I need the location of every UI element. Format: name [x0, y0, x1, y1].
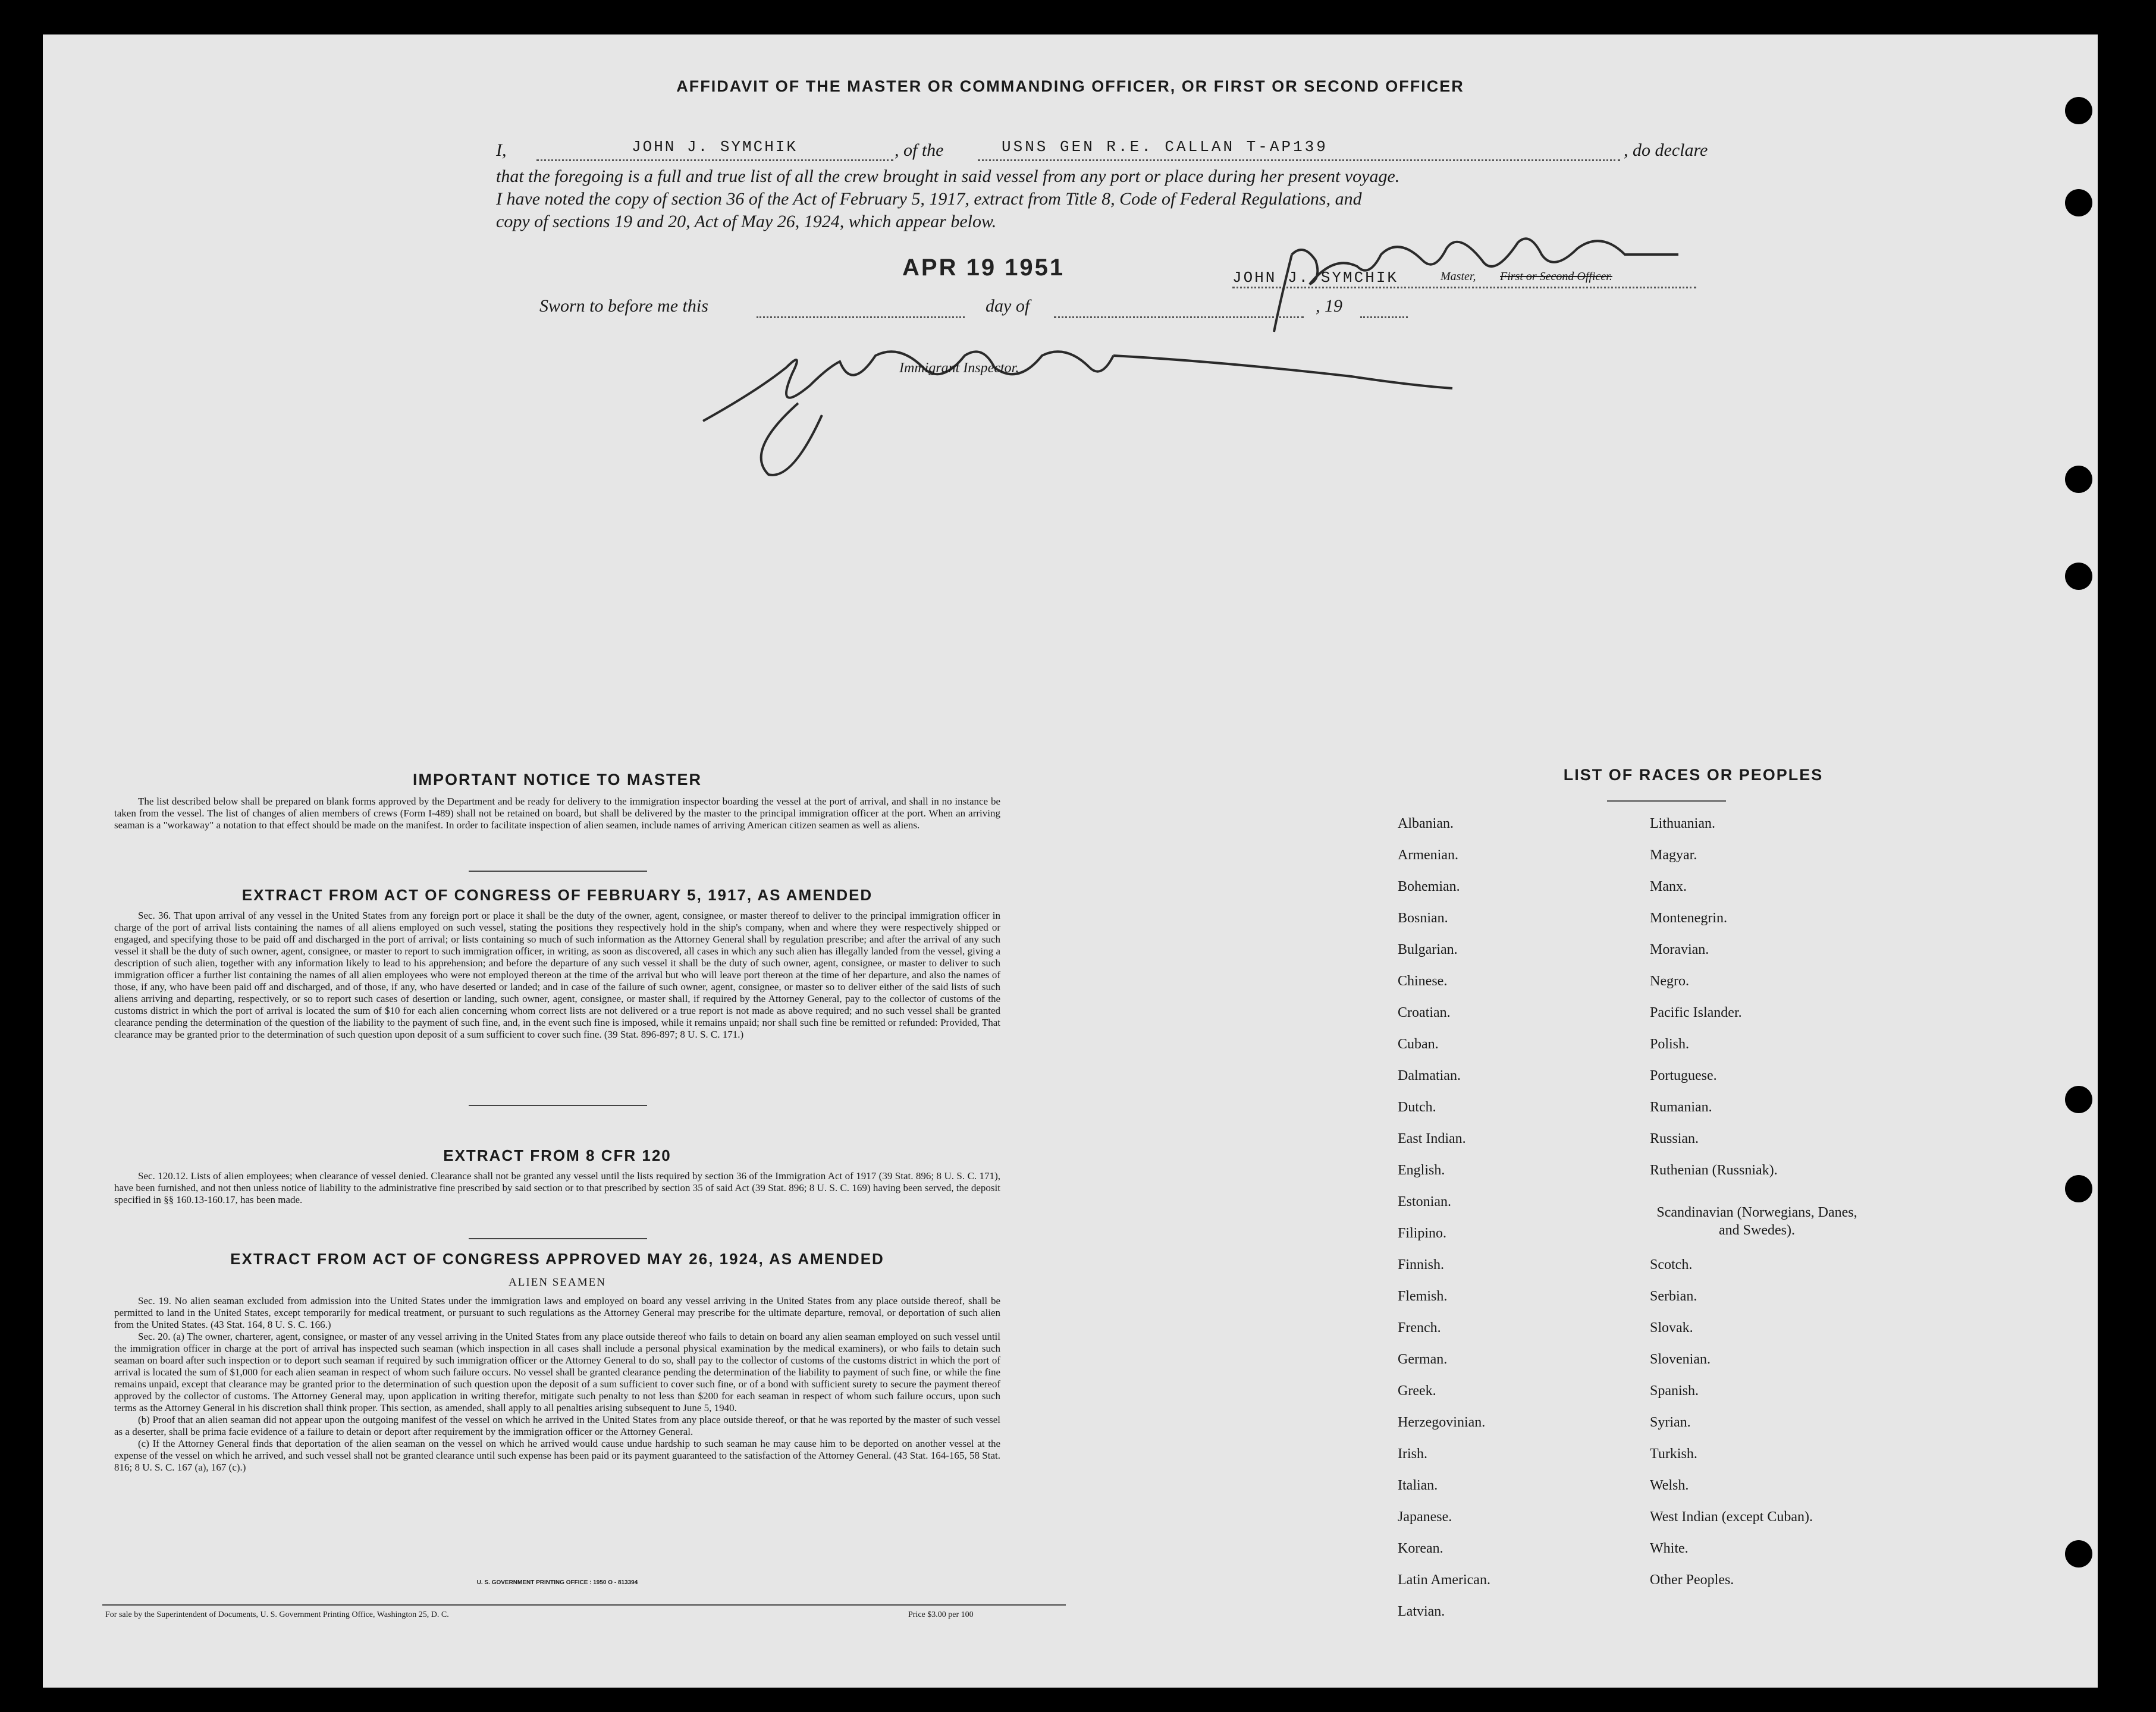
race-item: Filipino. — [1398, 1226, 1447, 1241]
race-item: Slovak. — [1650, 1320, 1693, 1336]
price-notice: Price $3.00 per 100 — [908, 1610, 974, 1619]
race-item: Chinese. — [1398, 973, 1448, 989]
officer-struck-label: First or Second Officer. — [1500, 270, 1612, 283]
race-item: East Indian. — [1398, 1131, 1466, 1146]
race-item: Manx. — [1650, 879, 1687, 894]
race-item: Ruthenian (Russniak). — [1650, 1163, 1778, 1178]
inspector-label: Immigrant Inspector. — [899, 360, 1019, 376]
race-item: Bosnian. — [1398, 910, 1448, 926]
extract-1917-body — [114, 910, 1000, 1041]
race-item: Magyar. — [1650, 847, 1697, 863]
race-item: Latin American. — [1398, 1572, 1490, 1588]
vessel-field — [978, 139, 1620, 161]
punch-hole — [2065, 97, 2092, 124]
race-item: Slovenian. — [1650, 1352, 1711, 1367]
extract-1924-title: EXTRACT FROM ACT OF CONGRESS APPROVED MAY 26, 1924, AS AMENDED — [230, 1250, 884, 1268]
punch-hole — [2065, 563, 2092, 590]
race-item: Scotch. — [1650, 1257, 1693, 1273]
divider — [469, 1105, 647, 1106]
day-of-label: day of — [986, 296, 1030, 316]
gpo-line: U. S. GOVERNMENT PRINTING OFFICE : 1950 O - 813394 — [476, 1579, 638, 1586]
sec-20c-text: (c) If the Attorney General finds that deportation of the alien seaman on the vessel on which he arrived would cause undue hardship to such seaman he may cause him to be deported on another vessel at the expense of the vessel on which he arrived, and such vessel shall not be granted clearance until such expense has been paid or its payment guaranteed to the satisfaction of the Attorney General. (43 Stat. 164-165, 58 Stat. 816; 8 U. S. C. 167 (a), 167 (c).) — [114, 1438, 1000, 1473]
race-item: Armenian. — [1398, 847, 1458, 863]
of-the-label: , of the — [895, 140, 944, 160]
punch-hole — [2065, 466, 2092, 493]
sworn-label: Sworn to before me this — [539, 296, 708, 316]
race-item: Rumanian. — [1650, 1100, 1712, 1115]
race-item: French. — [1398, 1320, 1441, 1336]
affidavit-line-4: copy of sections 19 and 20, Act of May 26, 1924, which appear below. — [496, 212, 997, 231]
race-item: Bohemian. — [1398, 879, 1460, 894]
extract-cfr-title: EXTRACT FROM 8 CFR 120 — [443, 1146, 671, 1164]
race-item: Japanese. — [1398, 1509, 1452, 1525]
extract-1924-body — [114, 1295, 1000, 1474]
notice-text: The list described below shall be prepared on blank forms approved by the Department and be ready for delivery to the immigration inspector boarding the vessel at the port of arrival, and shall in no instance be taken from the vessel. The list of changes of alien members of crews (Form I-489) shall not be retained on board, but shall be delivered by the master to the principal immigration officer at the port. When an arriving seaman is a "workaway" a notation to that effect should be made on the manifest. In order to facilitate inspection of alien seamen, include names of arriving American citizen seamen as well as aliens. — [114, 796, 1000, 831]
race-item: Cuban. — [1398, 1036, 1439, 1052]
race-item: Turkish. — [1650, 1446, 1697, 1462]
extract-1917-title: EXTRACT FROM ACT OF CONGRESS OF FEBRUARY 5, 1917, AS AMENDED — [241, 886, 873, 904]
notice-title: IMPORTANT NOTICE TO MASTER — [413, 771, 702, 789]
race-item: Lithuanian. — [1650, 816, 1715, 831]
vessel-name: USNS GEN R.E. CALLAN T-AP139 — [1002, 138, 1328, 156]
punch-hole — [2065, 1175, 2092, 1202]
race-item: Dutch. — [1398, 1100, 1436, 1115]
race-item: Estonian. — [1398, 1194, 1451, 1210]
race-item: Irish. — [1398, 1446, 1427, 1462]
race-item: Albanian. — [1398, 816, 1454, 831]
notice-body — [114, 796, 1000, 831]
race-item: Other Peoples. — [1650, 1572, 1734, 1588]
race-item: German. — [1398, 1352, 1448, 1367]
race-item: Dalmatian. — [1398, 1068, 1461, 1083]
race-item: West Indian (except Cuban). — [1650, 1509, 1813, 1525]
race-item: Korean. — [1398, 1541, 1443, 1556]
races-title: LIST OF RACES OR PEOPLES — [1563, 766, 1824, 784]
typed-signer: JOHN J. SYMCHIK — [1232, 269, 1399, 287]
race-item: Scandinavian (Norwegians, Danes, and Swedes). — [1656, 1205, 1857, 1238]
document-page — [43, 34, 2098, 1688]
master-label: Master, — [1441, 270, 1476, 283]
race-item: Negro. — [1650, 973, 1689, 989]
race-item: Moravian. — [1650, 942, 1709, 957]
sale-notice: For sale by the Superintendent of Documents, U. S. Government Printing Office, Washington 25, D. C. — [105, 1610, 449, 1619]
master-name-field — [536, 139, 893, 161]
extract-cfr-body — [114, 1170, 1000, 1206]
inspector-signature — [685, 320, 1476, 486]
race-item: Spanish. — [1650, 1383, 1699, 1399]
extract-1924-subtitle: ALIEN SEAMEN — [509, 1276, 606, 1289]
affidavit-line-3: I have noted the copy of section 36 of the Act of February 5, 1917, extract from Title 8, Code of Federal Regulations, and — [496, 189, 1362, 209]
race-item: Syrian. — [1650, 1415, 1691, 1430]
race-item: Portuguese. — [1650, 1068, 1717, 1083]
extract-cfr-text: Sec. 120.12. Lists of alien employees; when clearance of vessel denied. Clearance shall not be granted any vessel until the lists required by section 36 of the Immigration Act of 1917 (39 Stat. 896; 8 U. S. C. 171), have been furnished, and not then unless notice of liability to the administrative fine prescribed by said section or to that prescribed by section 35 of said Act (39 Stat. 896; 8 U. S. C. 169) having been served, the deposit specified in §§ 160.13-160.17, has been made. — [114, 1170, 1000, 1205]
extract-1917-text: Sec. 36. That upon arrival of any vessel in the United States from any foreign port or place it shall be the duty of the owner, agent, consignee, or master thereof to deliver to the principal immigration officer in charge of the port of arrival lists containing the names of all aliens employed on such vessel, stating the positions they respectively hold in the ship's company, when and where they were respectively shipped or engaged, and specifying those to be paid off and discharged in the port of arrival; or lists containing so much of such information as the Attorney General shall by regulation prescribe; and after the arrival of any such vessel it shall be the duty of such owner, agent, consignee, or master to report to such immigration officer, in writing, as soon as discovered, all cases in which any such alien has illegally landed from the vessel, giving a description of such alien, together with any information likely to lead to his apprehension; and before the departure of any such vessel it shall be the duty of such owner, agent, consignee, or master to deliver to such immigration officer a further list containing the names of all alien employees who were not employed thereon at the time of the arrival but who will leave port thereon at the time of her departure, and also the names of those, if any, who have been paid off and discharged, and of those, if any, who have deserted or landed; and in case of the failure of such owner, agent, consignee, or master so to deliver either of the said lists of such aliens arriving and departing, respectively, or so to report such cases of desertion or landing, such owner, agent, consignee, or master shall, if required by the Attorney General, pay to the collector of customs of the customs district in which the port of arrival is located the sum of $10 for each alien concerning whom correct lists are not delivered or a true report is not made as above required; and no such vessel shall be granted clearance pending the determination of the question of the liability to the payment of such fine, and, in the event such fine is imposed, while it remains unpaid; nor shall such fine be remitted or refunded: Provided, That clearance may be granted prior to the determination of such question upon deposit of a sum sufficient to cover such fine. (39 Stat. 896-897; 8 U. S. C. 171.) — [114, 910, 1000, 1040]
sworn-month-field — [1054, 299, 1304, 318]
footer-rule — [102, 1604, 1066, 1606]
race-item: Polish. — [1650, 1036, 1690, 1052]
race-item: White. — [1650, 1541, 1689, 1556]
race-item: Finnish. — [1398, 1257, 1445, 1273]
races-title-rule — [1607, 800, 1726, 802]
sec-20b-text: (b) Proof that an alien seaman did not appear upon the outgoing manifest of the vessel on which he arrived in the United States from any place outside thereof, or that he was reported by the master of such vessel as a deserter, shall be prima facie evidence of a failure to detain or deport after requirement by the immigration officer or the Attorney General. — [114, 1414, 1000, 1437]
race-item: Latvian. — [1398, 1604, 1445, 1619]
race-item: Pacific Islander. — [1650, 1005, 1742, 1020]
race-item: Croatian. — [1398, 1005, 1451, 1020]
race-item: Serbian. — [1650, 1289, 1697, 1304]
sec-20a-text: Sec. 20. (a) The owner, charterer, agent, consignee, or master of any vessel arriving in the United States from any place outside thereof who fails to detain on board any alien seaman employed on such vessel until the immigration officer in charge at the port of arrival has inspected such seaman (which inspection in all cases shall include a personal physical examination by the medical examiners), or who fails to detain such seaman on board after such inspection or to deport such seaman if required by such immigration officer or the Attorney General to do so, shall pay to the collector of customs of the customs district in which the port of arrival is located the sum of $1,000 for each alien seaman in respect of whom such failure occurs. No vessel shall be granted clearance pending the determination of the liability to payment of such fine, or while the fine remains unpaid, except that clearance may be granted prior to the determination of such question upon the deposit of a sum sufficient to cover such fine, or of a bond with sufficient surety to secure the payment thereof approved by the collector of customs. The Attorney General may, upon application in writing therefor, mitigate such penalty to not less than $200 for each seaman in respect of whom such failure occurs, upon such terms as the Attorney General in his discretion shall think proper. This section, as amended, shall apply to all penalties arising subsequent to June 5, 1940. — [114, 1331, 1000, 1413]
affidavit-title: AFFIDAVIT OF THE MASTER OR COMMANDING OFFICER, OR FIRST OR SECOND OFFICER — [676, 77, 1464, 95]
master-name: JOHN J. SYMCHIK — [632, 138, 798, 156]
race-item: Welsh. — [1650, 1478, 1689, 1493]
divider — [469, 871, 647, 872]
affidavit-line-2: that the foregoing is a full and true list of all the crew brought in said vessel from any port or place during her present voyage. — [496, 167, 1400, 186]
race-item: Italian. — [1398, 1478, 1438, 1493]
race-item: Bulgarian. — [1398, 942, 1458, 957]
race-item: Flemish. — [1398, 1289, 1448, 1304]
race-item: Greek. — [1398, 1383, 1436, 1399]
year-prefix: , 19 — [1316, 296, 1342, 316]
date-stamp: APR 19 1951 — [902, 255, 1065, 281]
sworn-day-field — [757, 299, 965, 318]
race-item: Montenegrin. — [1650, 910, 1727, 926]
punch-hole — [2065, 189, 2092, 216]
race-item: English. — [1398, 1163, 1445, 1178]
do-declare-label: , do declare — [1624, 140, 1708, 160]
divider — [469, 1238, 647, 1239]
race-item: Herzegovinian. — [1398, 1415, 1486, 1430]
race-item: Russian. — [1650, 1131, 1699, 1146]
affidavit-i: I, — [496, 140, 507, 160]
punch-hole — [2065, 1540, 2092, 1567]
punch-hole — [2065, 1086, 2092, 1113]
sec-19-text: Sec. 19. No alien seaman excluded from admission into the United States under the immigration laws and employed on board any vessel arriving in the United States from any place outside thereof, shall be permitted to land in the United States, except temporarily for medical treatment, or pursuant to such regulations as the Attorney General may prescribe for the ultimate departure, removal, or deportation of such alien from the United States. (43 Stat. 164, 8 U. S. C. 166.) — [114, 1295, 1000, 1330]
